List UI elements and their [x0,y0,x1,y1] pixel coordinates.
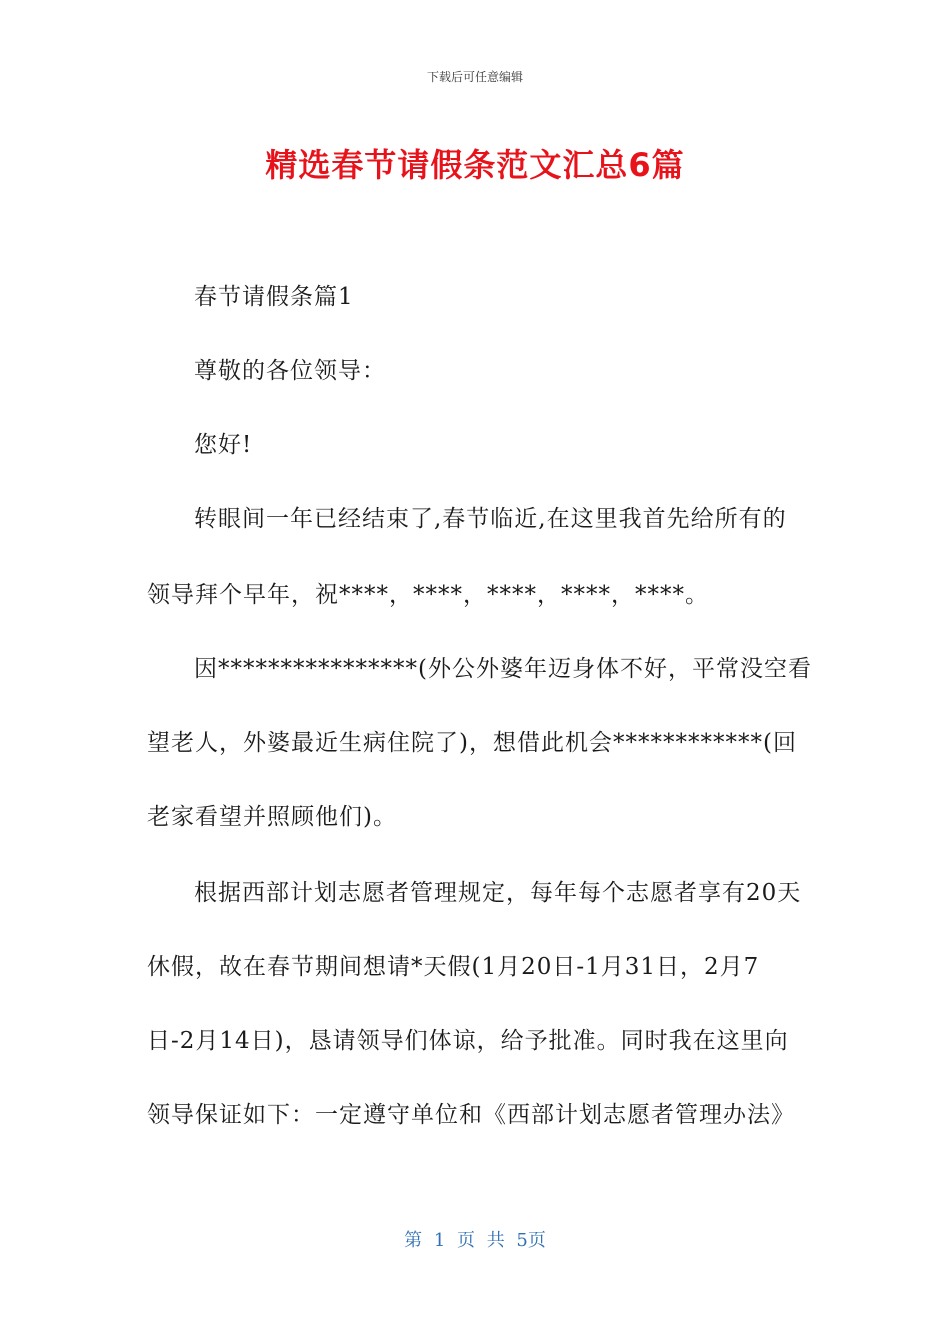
page-footer: 第 1 页 共 5页 [404,1230,546,1251]
body-line: 老家看望并照顾他们)。 [147,804,397,830]
body-line: 休假，故在春节期间想请*天假(1月20日-1月31日，2月7 [147,954,760,980]
document-title: 精选春节请假条范文汇总6篇 [265,146,685,184]
body-line: 因****************(外公外婆年迈身体不好，平常没空看 [194,656,812,682]
greeting: 您好! [194,432,253,458]
section-heading: 春节请假条篇1 [194,284,354,310]
body-line: 日-2月14日)，恳请领导们体谅，给予批准。同时我在这里向 [147,1028,789,1054]
body-line: 领导拜个早年，祝****，****，****，****，****。 [147,582,709,608]
salutation: 尊敬的各位领导： [194,358,386,384]
header-note: 下载后可任意编辑 [426,70,523,84]
body-line: 转眼间一年已经结束了,春节临近,在这里我首先给所有的 [194,506,787,532]
body-line: 望老人，外婆最近生病住院了)，想借此机会************(回 [147,730,797,756]
body-line: 根据西部计划志愿者管理规定，每年每个志愿者享有20天 [194,880,802,906]
body-line: 领导保证如下：一定遵守单位和《西部计划志愿者管理办法》 [147,1102,795,1128]
